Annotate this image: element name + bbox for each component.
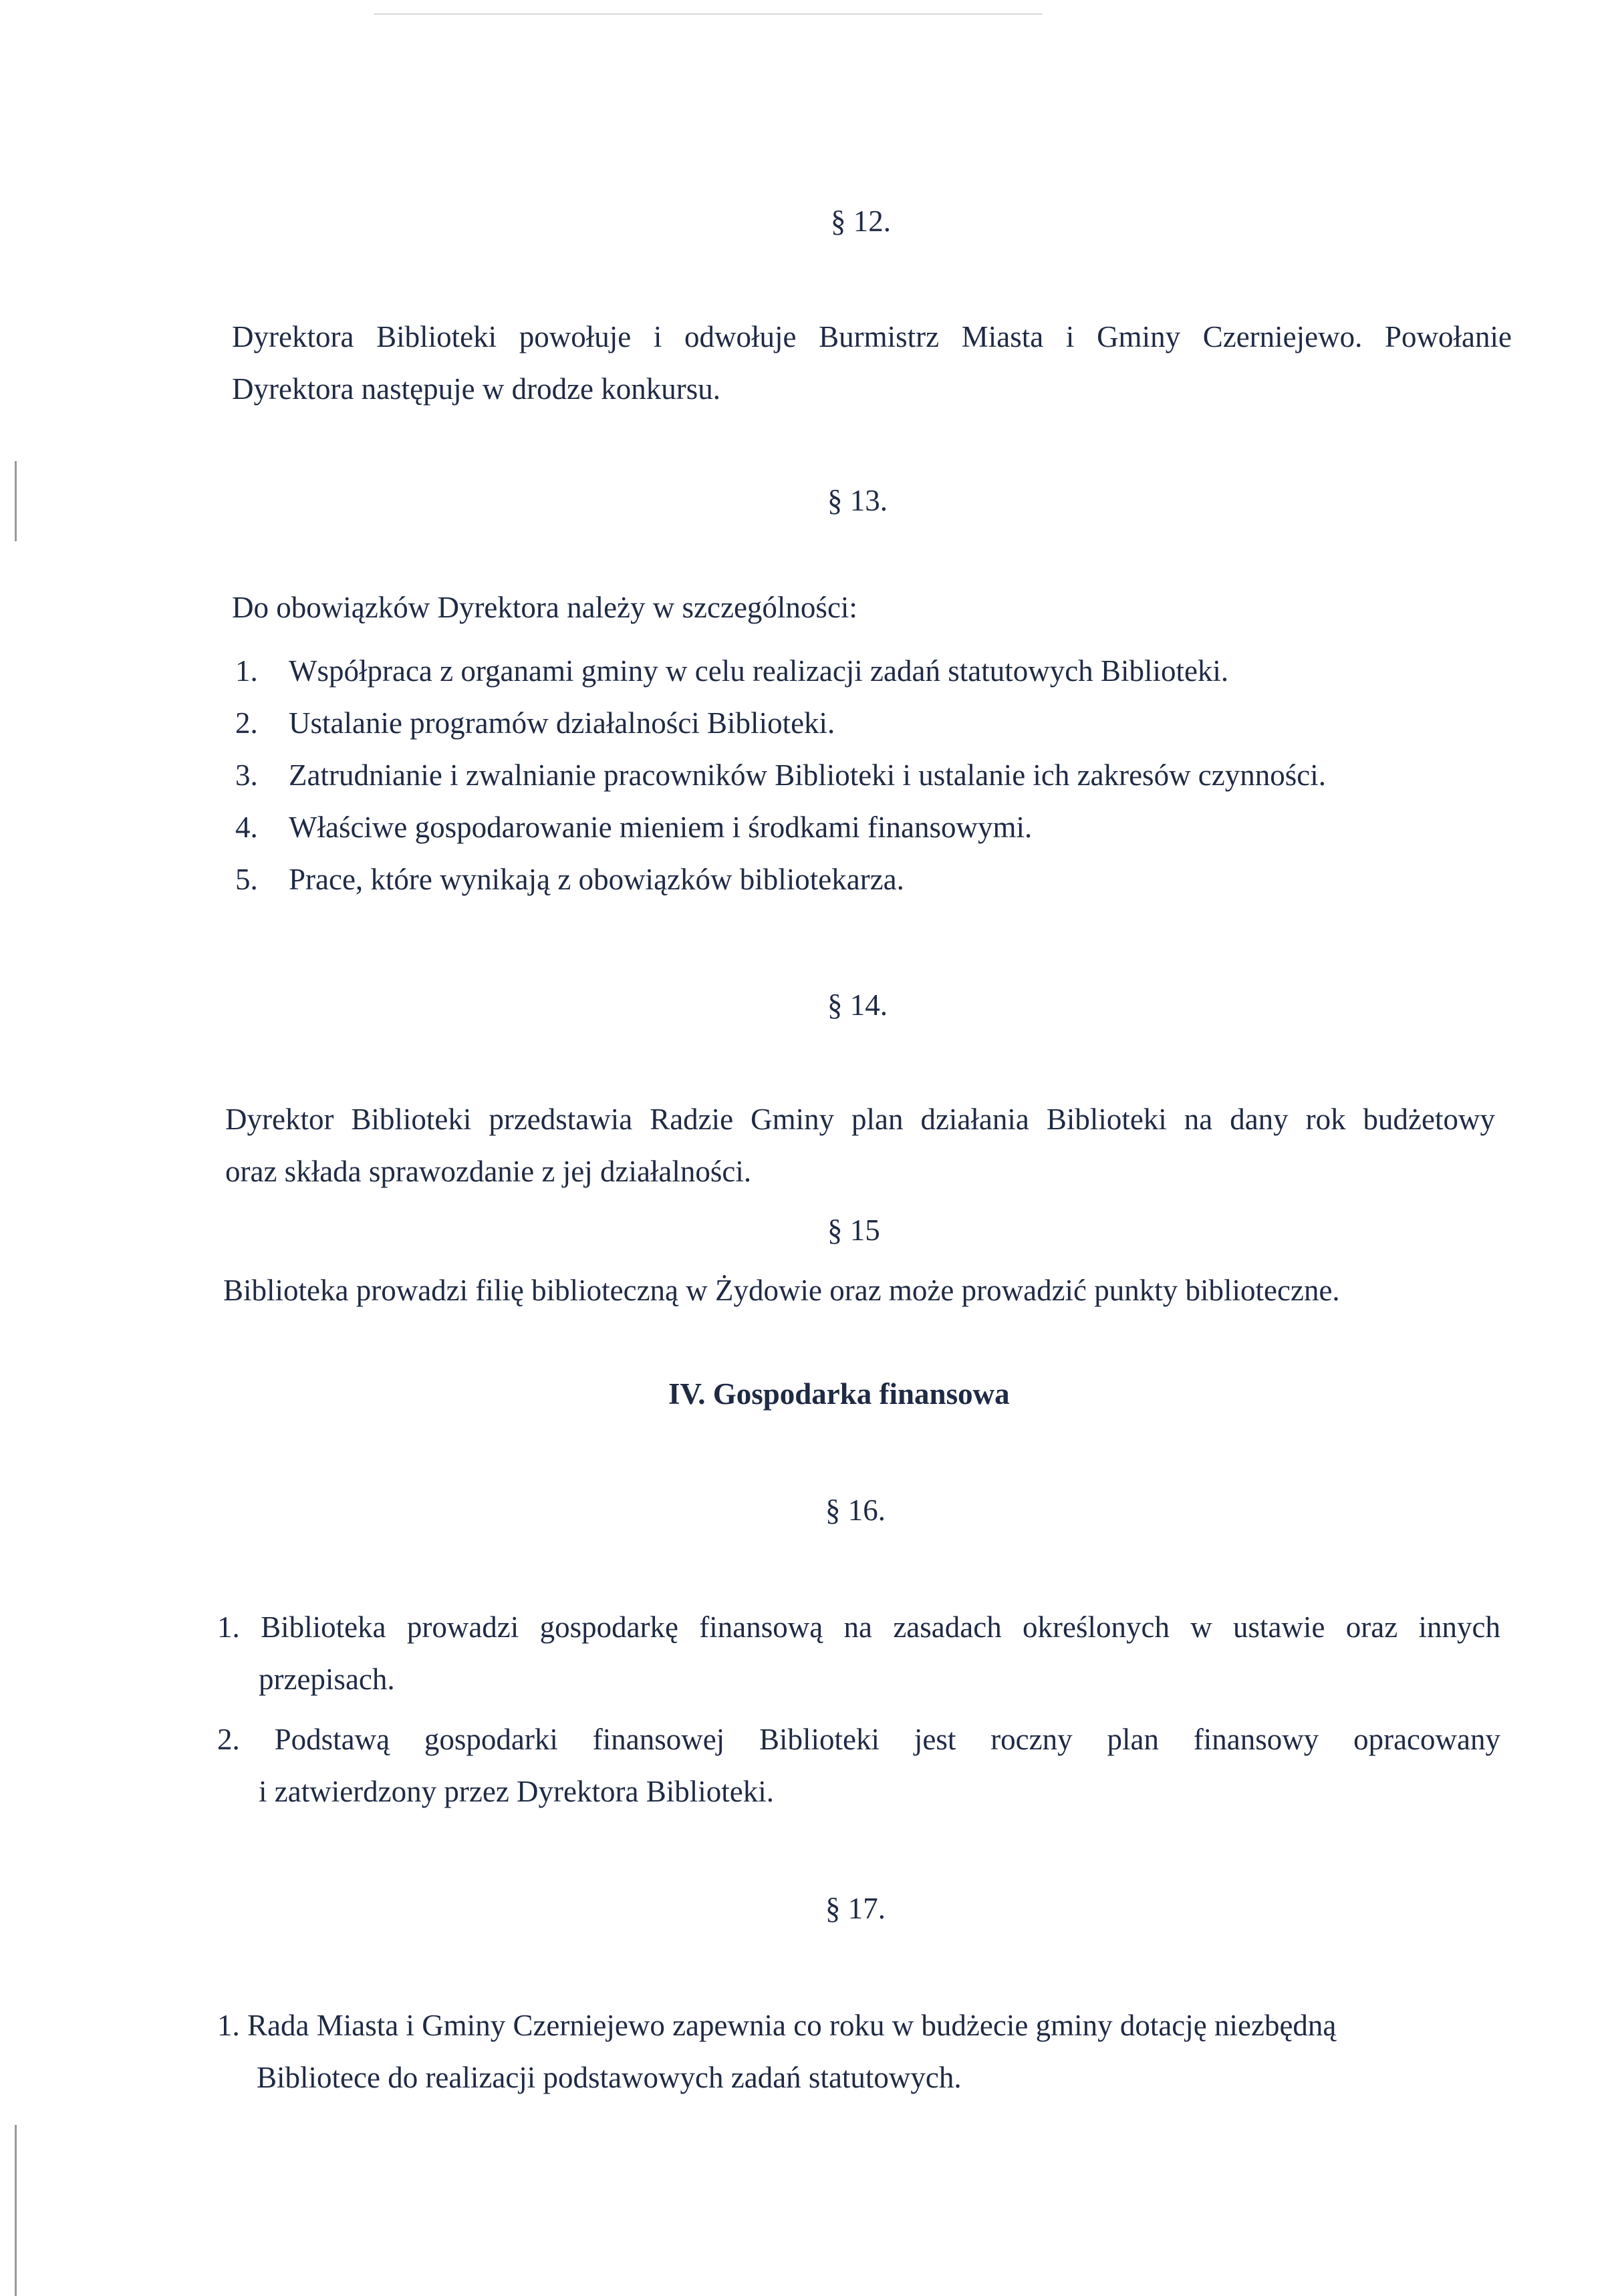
scan-edge-left-bottom [15,2125,17,2296]
section-15-paragraph: Biblioteka prowadzi filię biblioteczną w Żydowie oraz może prowadzić punkty biblioteczne. [223,1274,1340,1307]
section-16-item-2-line1 [217,1713,1500,1765]
list-item-text: Prace, które wynikają z obowiązków bibliotekarza. [289,863,904,896]
list-item-text: Zatrudnianie i zwalnianie pracowników Biblioteki i ustalanie ich zakresów czynności. [289,758,1326,792]
scan-edge-left [15,461,17,541]
list-item-text: Biblioteka prowadzi gospodarkę finansową na zasadach określonych w ustawie oraz innych [261,1610,1501,1644]
section-13-list-item [235,853,904,905]
section-13-title: § 13. [827,484,888,517]
list-item-number: 1. [217,1610,240,1644]
list-item-number: 2. [235,706,258,740]
list-item-number: 3. [235,758,258,792]
section-16-item-1-line1 [217,1601,1500,1653]
section-14-paragraph-line2: oraz składa sprawozdanie z jej działalności. [225,1155,752,1188]
section-13-list-item [235,749,1326,801]
list-item-text: Właściwe gospodarowanie mieniem i środkami finansowymi. [289,811,1033,844]
section-13-list-item [235,645,1228,697]
list-item-number: 1. [235,654,258,688]
list-item-text: Współpraca z organami gminy w celu realizacji zadań statutowych Biblioteki. [289,654,1229,688]
section-17-item-1-line2: Bibliotece do realizacji podstawowych zadań statutowych. [257,2061,962,2094]
section-14-paragraph-line1: Dyrektor Biblioteki przedstawia Radzie Gminy plan działania Biblioteki na dany rok budżetowy [225,1103,1495,1136]
section-13-intro: Do obowiązków Dyrektora należy w szczególności: [232,591,857,624]
list-item-number: 4. [235,811,258,844]
section-14-title: § 14. [827,988,888,1022]
section-15-title: § 15 [827,1213,880,1247]
section-13-list-item [235,801,1032,853]
list-item-text: Podstawą gospodarki finansowej Biblioteki jest roczny plan finansowy opracowany [274,1723,1500,1756]
section-12-paragraph-line1: Dyrektora Biblioteki powołuje i odwołuje Burmistrz Miasta i Gminy Czerniejewo. Powołanie [232,320,1512,353]
section-16-title: § 16. [825,1493,886,1527]
section-17-item-1-line1 [217,1999,1336,2051]
section-17-title: § 17. [825,1892,886,1925]
list-item-text: Rada Miasta i Gminy Czerniejewo zapewnia co roku w budżecie gminy dotację niezbędną [247,2009,1337,2042]
section-12-paragraph-line2: Dyrektora następuje w drodze konkursu. [232,372,721,406]
list-item-text: Ustalanie programów działalności Biblioteki. [289,706,835,740]
section-16-item-2-line2: i zatwierdzony przez Dyrektora Biblioteki. [259,1775,774,1808]
list-item-number: 2. [217,1723,240,1756]
scan-edge-top [374,13,1043,15]
chapter-heading: IV. Gospodarka finansowa [668,1377,1010,1411]
section-12-title: § 12. [831,204,891,238]
section-13-list-item [235,697,835,749]
list-item-number: 5. [235,863,258,896]
list-item-number: 1. [217,2009,240,2042]
section-16-item-1-line2: przepisach. [259,1663,395,1696]
